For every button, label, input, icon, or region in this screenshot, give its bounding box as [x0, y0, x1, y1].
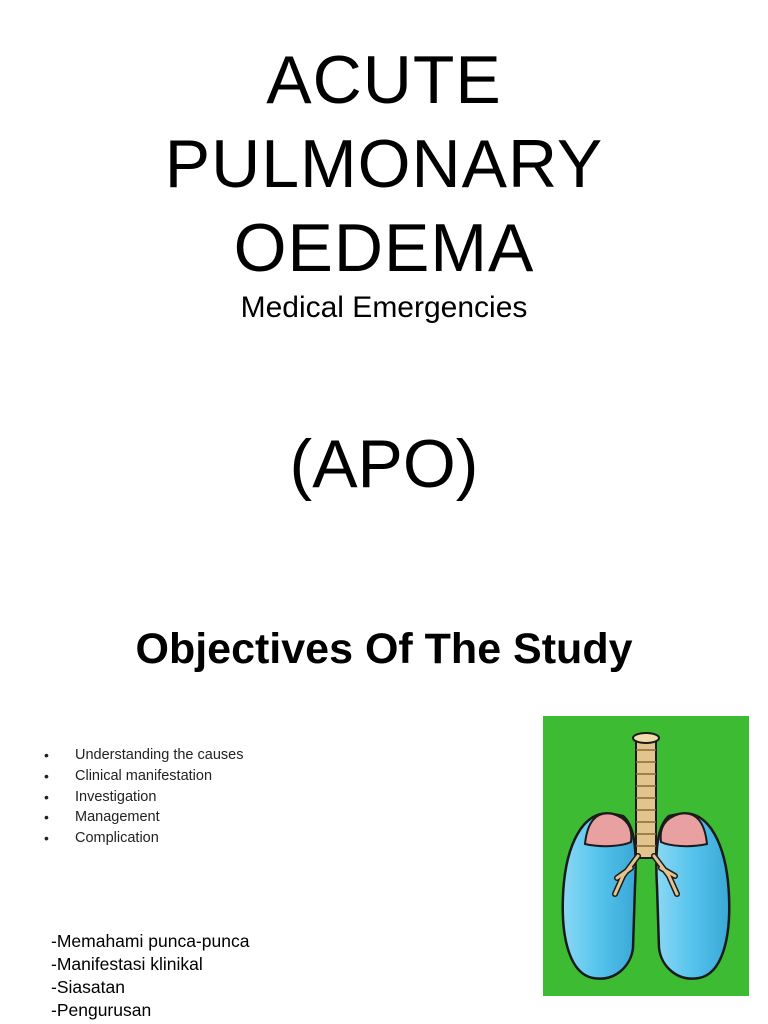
- objectives-list: [44, 745, 243, 849]
- objectives-heading: Objectives Of The Study: [135, 625, 633, 673]
- objectives-malay-list: [51, 930, 249, 1022]
- title-line-1: ACUTE: [266, 42, 502, 118]
- objective-malay-item: -Manifestasi klinikal: [51, 954, 203, 974]
- title-line-3: OEDEMA: [233, 210, 535, 286]
- objective-malay-item: -Siasatan: [51, 977, 125, 997]
- objective-item: • Complication: [44, 828, 243, 849]
- abbreviation: (APO): [289, 426, 479, 502]
- objective-item: • Management: [44, 807, 243, 828]
- lungs-icon: [543, 716, 749, 996]
- lungs-illustration: [543, 716, 749, 996]
- objective-malay-item: -Pengurusan: [51, 1000, 152, 1020]
- subtitle: Medical Emergencies: [240, 291, 528, 324]
- title-line-2: PULMONARY: [164, 126, 604, 202]
- objective-item: • Clinical manifestation: [44, 766, 243, 787]
- objective-item: • Investigation: [44, 787, 243, 808]
- objective-malay-item: -Memahami punca-punca: [51, 931, 250, 951]
- objective-item: • Understanding the causes: [44, 745, 243, 766]
